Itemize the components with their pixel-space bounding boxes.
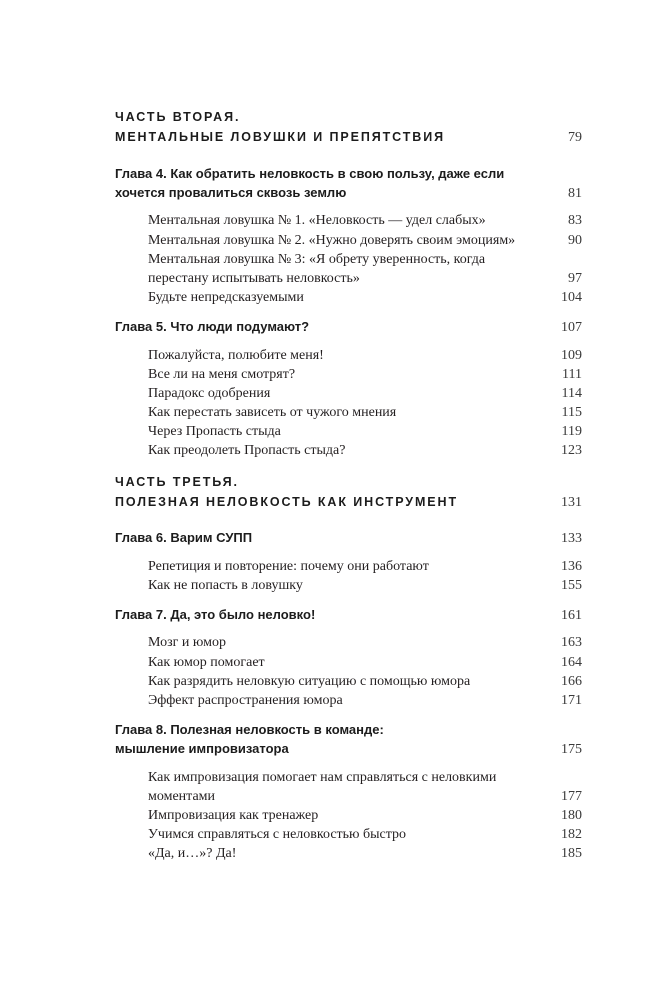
part-title-line: ЧАСТЬ ВТОРАЯ. <box>115 110 241 124</box>
section-page-number: 180 <box>561 807 582 823</box>
section-title-line: Как юмор помогает <box>148 654 265 670</box>
section-title-line: Будьте непредсказуемыми <box>148 290 304 306</box>
toc-entry <box>148 653 582 672</box>
section-page-number: 155 <box>561 578 582 593</box>
section-list <box>115 557 582 595</box>
toc-entry <box>148 288 582 307</box>
section-page-number: 83 <box>568 213 582 229</box>
section-title-line: Все ли на меня смотрят? <box>148 366 296 382</box>
toc-line <box>115 739 582 758</box>
chapter-7 <box>115 605 582 710</box>
section-title-line: Парадокс одобрения <box>148 385 271 401</box>
toc-line <box>115 183 582 202</box>
section-title-line: «Да, и…»? Да! <box>148 846 237 862</box>
chapter-page-number: 81 <box>568 185 582 201</box>
toc-line <box>115 107 582 127</box>
section-list <box>115 211 582 307</box>
toc-entry <box>148 576 582 595</box>
chapter-title-line: мышление импровизатора <box>115 740 289 756</box>
section-page-number: 185 <box>561 846 582 862</box>
section-title-line: Через Пропасть стыда <box>148 424 281 440</box>
toc-line <box>115 164 582 183</box>
section-list <box>115 346 582 461</box>
section-title-line: Ментальная ловушка № 2. «Нужно доверять своим эмоциям» <box>148 232 516 248</box>
section-title-line: Как разрядить неловкую ситуацию с помощью юмора <box>148 673 471 689</box>
section-title-line: Ментальная ловушка № 1. «Неловкость — удел слабых» <box>148 213 486 229</box>
section-page-number: 114 <box>561 385 582 401</box>
chapter-page-number: 107 <box>561 319 582 335</box>
section-page-number: 104 <box>561 290 582 306</box>
section-page-number: 164 <box>561 654 582 670</box>
section-page-number: 171 <box>561 692 582 708</box>
toc-entry <box>148 422 582 441</box>
toc-line <box>115 127 582 147</box>
section-page-number: 136 <box>561 558 582 574</box>
section-page-number: 123 <box>561 443 582 459</box>
toc-entry <box>148 672 582 691</box>
section-title-line: Репетиция и повторение: почему они работают <box>148 558 429 574</box>
toc-line <box>115 605 582 624</box>
toc-entry <box>148 806 582 825</box>
section-title-line: Импровизация как тренажер <box>148 807 319 823</box>
section-title-line: Как преодолеть Пропасть стыда? <box>148 443 346 459</box>
toc-line <box>115 492 582 512</box>
section-page-number: 109 <box>561 347 582 363</box>
chapter-page-number: 175 <box>561 741 582 757</box>
chapter-title-line: Глава 5. Что люди подумают? <box>115 318 310 334</box>
chapter-title-line: Глава 8. Полезная неловкость в команде: <box>115 721 384 737</box>
toc-entry <box>148 250 582 269</box>
toc-line <box>115 528 582 547</box>
chapter-title-line: хочется провалиться сквозь землю <box>115 184 347 200</box>
section-page-number: 97 <box>568 270 582 286</box>
toc-entry <box>148 211 582 230</box>
section-title-line: моментами <box>148 788 216 804</box>
section-page-number: 115 <box>561 405 582 421</box>
toc-entry <box>148 844 582 863</box>
chapter-title-line: Глава 4. Как обратить неловкость в свою пользу, даже если <box>115 165 505 181</box>
part-title-line: ПОЛЕЗНАЯ НЕЛОВКОСТЬ КАК ИНСТРУМЕНТ <box>115 494 458 509</box>
section-page-number: 111 <box>562 366 582 382</box>
section-list <box>115 633 582 710</box>
toc-entry <box>148 691 582 710</box>
part-header <box>115 107 582 147</box>
chapter-5 <box>115 317 582 461</box>
chapter-title-line: Глава 7. Да, это было неловко! <box>115 606 316 622</box>
toc-line <box>115 317 582 336</box>
part-two <box>115 107 582 461</box>
section-title-line: Ментальная ловушка № 3: «Я обрету уверенность, когда <box>148 251 486 267</box>
toc-entry <box>148 231 582 250</box>
section-title-line: Мозг и юмор <box>148 635 226 651</box>
section-list <box>115 768 582 864</box>
chapter-page-number: 161 <box>561 607 582 623</box>
section-page-number: 90 <box>568 232 582 248</box>
section-title-line: Как импровизация помогает нам справляться с неловкими <box>148 769 497 785</box>
section-title-line: Пожалуйста, полюбите меня! <box>148 347 324 363</box>
section-title-line: Учимся справляться с неловкостью быстро <box>148 827 407 843</box>
chapter-4 <box>115 164 582 308</box>
toc-entry <box>148 787 582 806</box>
part-header <box>115 472 582 512</box>
toc-line <box>115 472 582 492</box>
section-page-number: 177 <box>561 788 582 804</box>
toc-entry <box>148 384 582 403</box>
toc-entry <box>148 365 582 384</box>
part-page-number: 131 <box>561 494 582 510</box>
toc-entry <box>148 557 582 576</box>
section-title-line: перестану испытывать неловкость» <box>148 270 360 286</box>
section-title-line: Как перестать зависеть от чужого мнения <box>148 405 397 421</box>
section-page-number: 182 <box>561 827 582 843</box>
part-title-line: МЕНТАЛЬНЫЕ ЛОВУШКИ И ПРЕПЯТСТВИЯ <box>115 130 445 144</box>
part-three <box>115 472 582 864</box>
toc-entry <box>148 768 582 787</box>
section-title-line: Как не попасть в ловушку <box>148 578 303 593</box>
section-page-number: 119 <box>561 424 582 440</box>
toc-entry <box>148 441 582 460</box>
toc-entry <box>148 346 582 365</box>
toc-entry <box>148 633 582 652</box>
section-page-number: 166 <box>561 673 582 689</box>
chapter-8 <box>115 720 582 864</box>
chapter-6 <box>115 528 582 595</box>
part-title-line: ЧАСТЬ ТРЕТЬЯ. <box>115 474 239 489</box>
toc-entry <box>148 403 582 422</box>
table-of-contents <box>115 107 582 873</box>
section-page-number: 163 <box>561 635 582 651</box>
toc-entry <box>148 825 582 844</box>
chapter-title-line: Глава 6. Варим СУПП <box>115 530 253 546</box>
part-page-number: 79 <box>568 130 582 145</box>
toc-entry <box>148 269 582 288</box>
chapter-page-number: 133 <box>561 531 582 547</box>
section-title-line: Эффект распространения юмора <box>148 692 343 708</box>
toc-line <box>115 720 582 739</box>
